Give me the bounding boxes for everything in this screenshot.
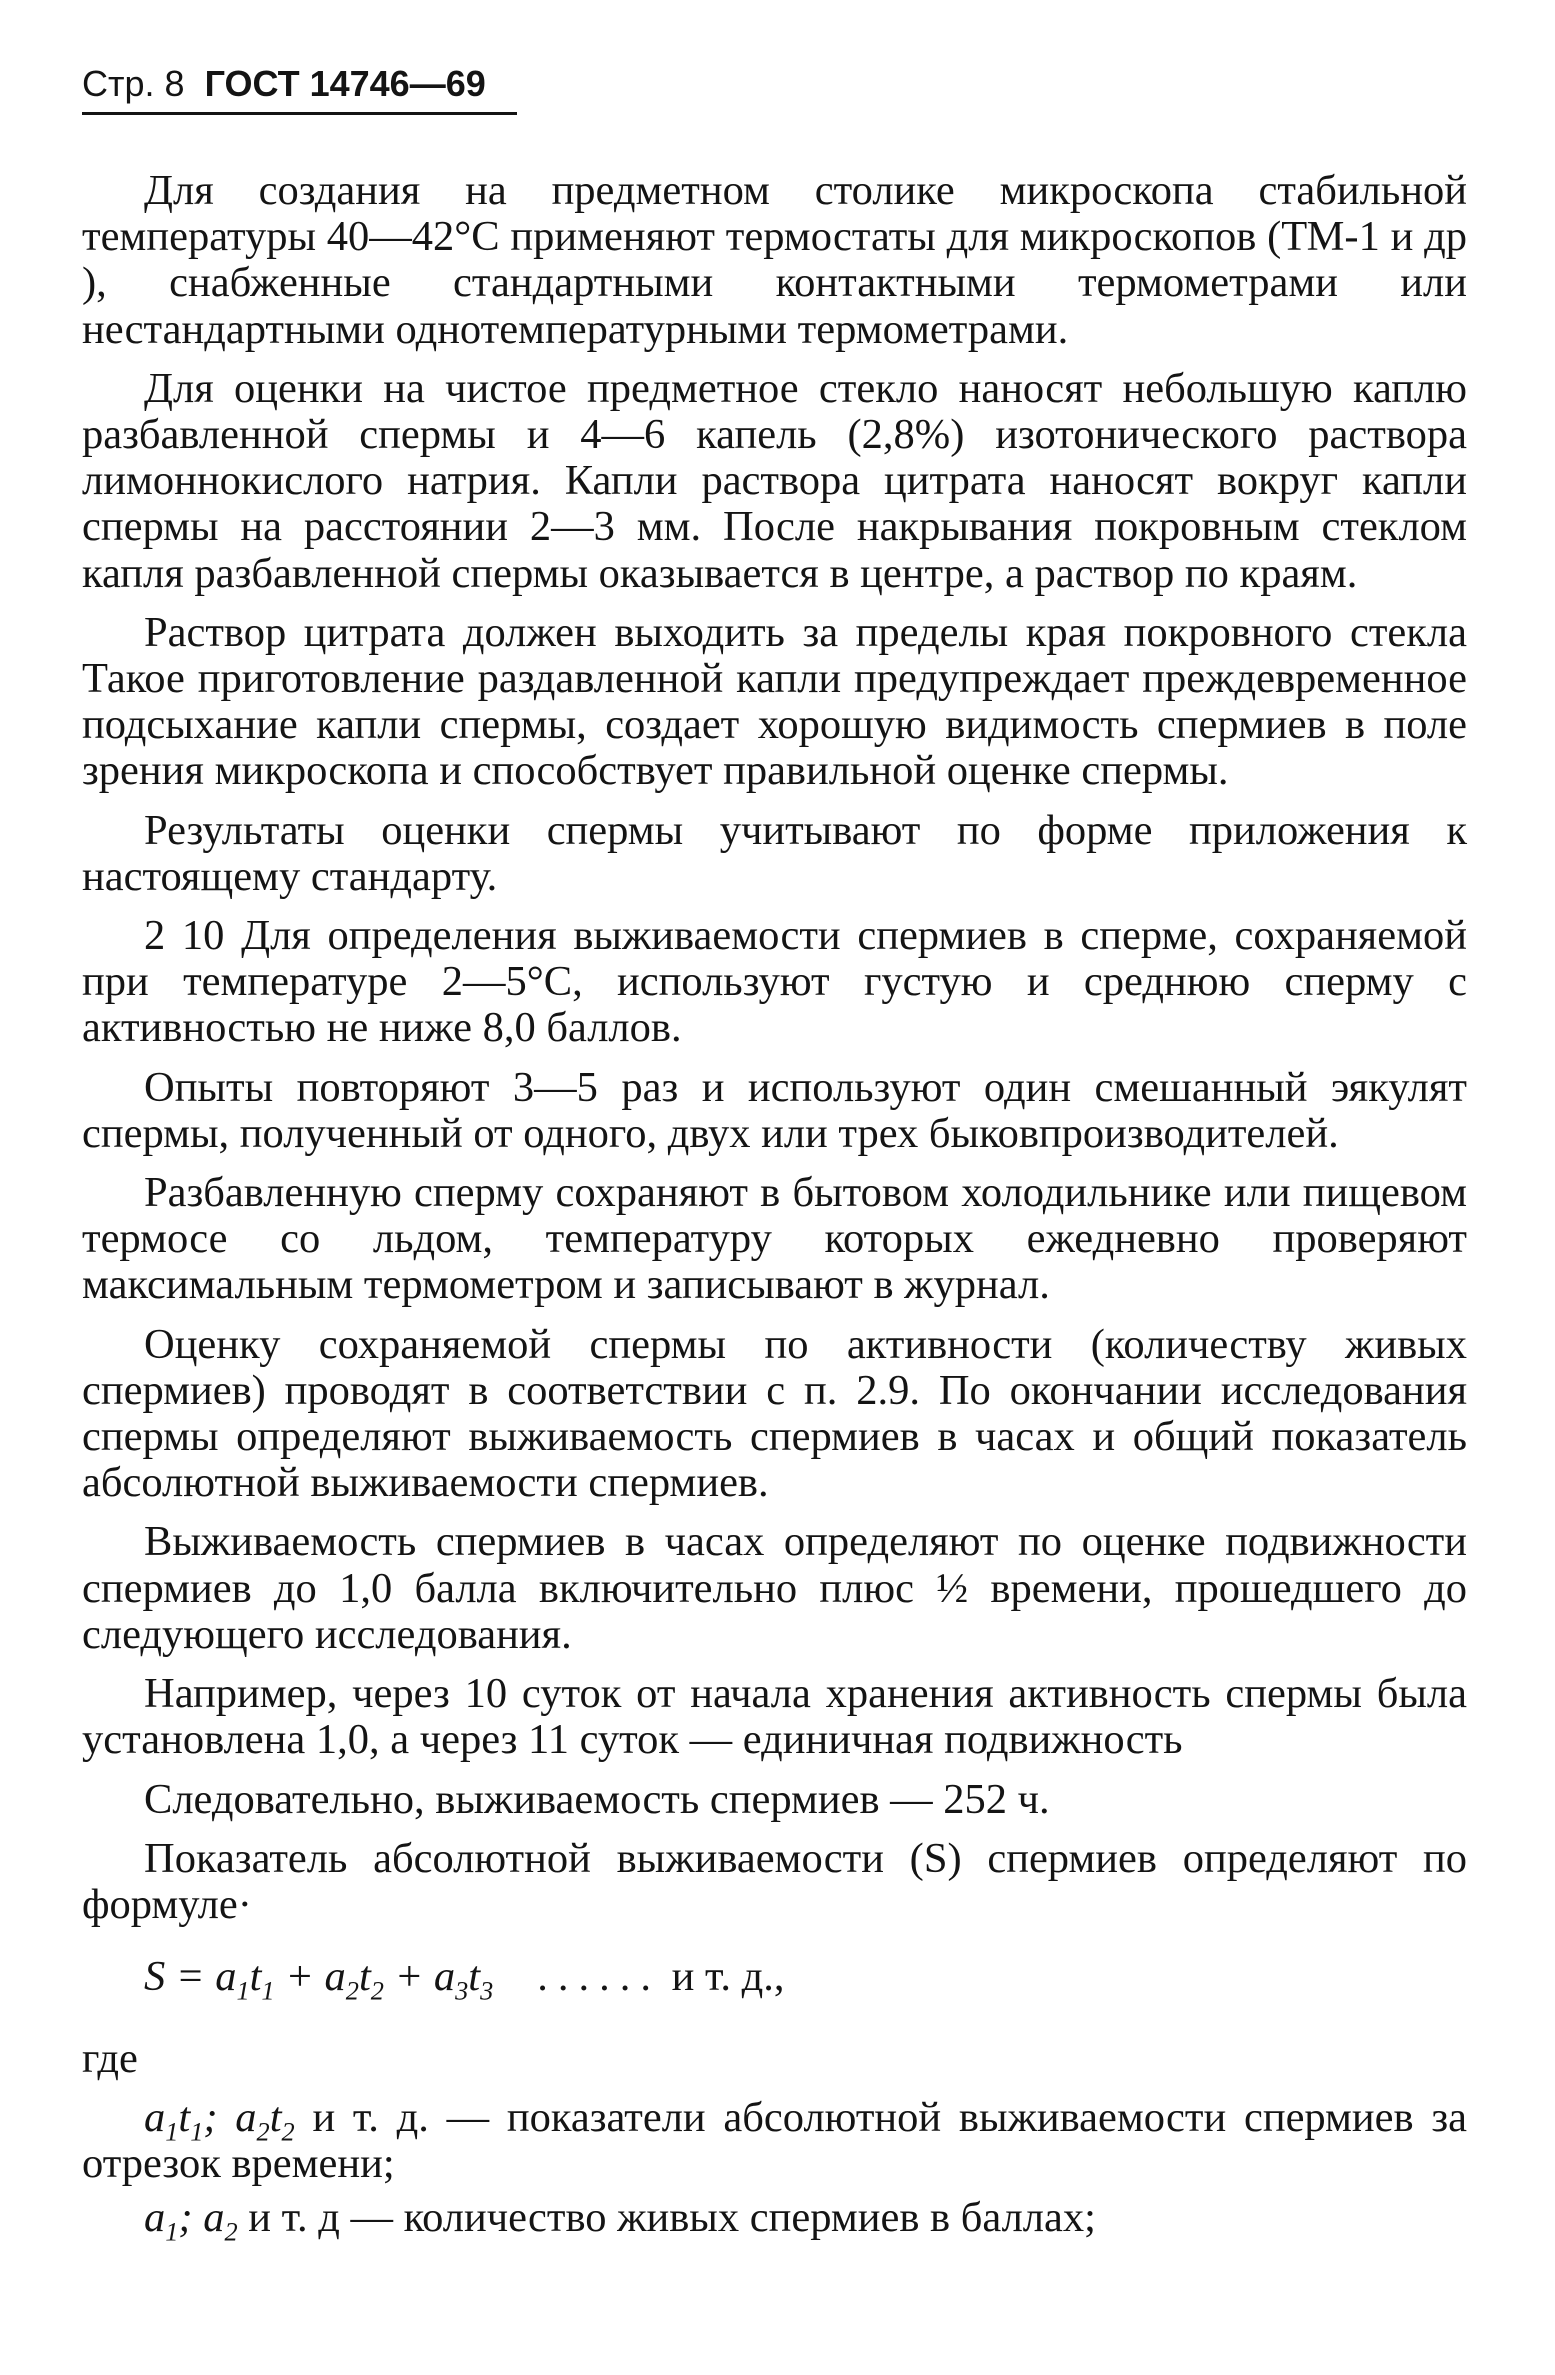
paragraph: Для оценки на чистое предметное стекло наносят небольшую каплю разбавленной спермы и 4—6 капель (2,8%) изотонического раствора лимоннокислого натрия. Капли раствора цитрата наносят вокруг капли спермы на расстоянии 2—3 мм. После накрывания покровным стеклом капля разбавленной спермы оказывается в центре, а раствор по краям. <box>82 364 1467 597</box>
definition-text: и т. д. — показатели абсолютной выживаемости спермиев за отрезок времени; <box>82 2093 1467 2187</box>
page-header <box>82 62 486 106</box>
paragraph: Оценку сохраняемой спермы по активности (количеству живых спермиев) проводят в соответствии с п. 2.9. По окончании исследования спермы определяют выживаемость спермиев в часах и общий показатель абсолютной выживаемости спермиев. <box>82 1320 1467 1507</box>
paragraph: Следовательно, выживаемость спермиев — 252 ч. <box>144 1775 1050 1823</box>
formula-dots: ...... <box>537 1953 662 2001</box>
paragraph: Показатель абсолютной выживаемости (S) спермиев определяют по формуле· <box>82 1834 1467 1928</box>
definition-text: и т. д — количество живых спермиев в баллах; <box>248 2193 1096 2241</box>
document-body <box>82 168 1467 2249</box>
definition-item <box>82 2095 1467 2187</box>
paragraph: Для создания на предметном столике микроскопа стабильной температуры 40—42°С применяют термостаты для микроскопов (ТМ-1 и др ), снабженные стандартными контактными термометрами или нестандартными однотемпературными термометрами. <box>82 167 1467 353</box>
paragraph: Выживаемость спермиев в часах определяют по оценке подвижности спермиев до 1,0 балла включительно плюс ½ времени, прошедшего до следующего исследования. <box>82 1518 1467 1658</box>
paragraph: Разбавленную сперму сохраняют в бытовом холодильнике или пищевом термосе со льдом, температуру которых ежедневно проверяют максимальным термометром и записывают в журнал. <box>82 1169 1467 1309</box>
paragraph: Например, через 10 суток от начала хранения активность спермы была установлена 1,0, а через 11 суток — единичная подвижность <box>82 1670 1467 1764</box>
page-number: Стр. 8 <box>82 63 185 104</box>
paragraph: Опыты повторяют 3—5 раз и используют один смешанный эякулят спермы, полученный от одного, двух или трех быковпроизводителей. <box>82 1063 1467 1157</box>
paragraph: Результаты оценки спермы учитывают по форме приложения к настоящему стандарту. <box>82 806 1467 900</box>
standard-code: ГОСТ 14746—69 <box>204 63 486 104</box>
formula-suffix: и т. д., <box>671 1953 785 2001</box>
formula-expression: $S = a_1t_1 + a_2t_2 + a_3t_3$ <box>144 1953 494 2006</box>
formula <box>82 1953 1467 2006</box>
header-divider <box>82 112 517 115</box>
definition-item <box>82 2193 1467 2247</box>
where-label: где <box>82 2035 138 2083</box>
paragraph: Раствор цитрата должен выходить за пределы края покровного стекла Такое приготовление раздавленной капли предупреждает преждевременное подсыхание капли спермы, создает хорошую видимость спермиев в поле зрения микроскопа и способствует правильной оценке спермы. <box>82 608 1467 795</box>
definition-symbol: $a_1t_1$; $a_2t_2$ <box>144 2093 295 2147</box>
paragraph: 2 10 Для определения выживаемости спермиев в сперме, сохраняемой при температуре 2—5°С, используют густую и среднюю сперму с активностью не ниже 8,0 баллов. <box>82 912 1467 1052</box>
definition-symbol: $a_1$; $a_2$ <box>144 2193 238 2247</box>
